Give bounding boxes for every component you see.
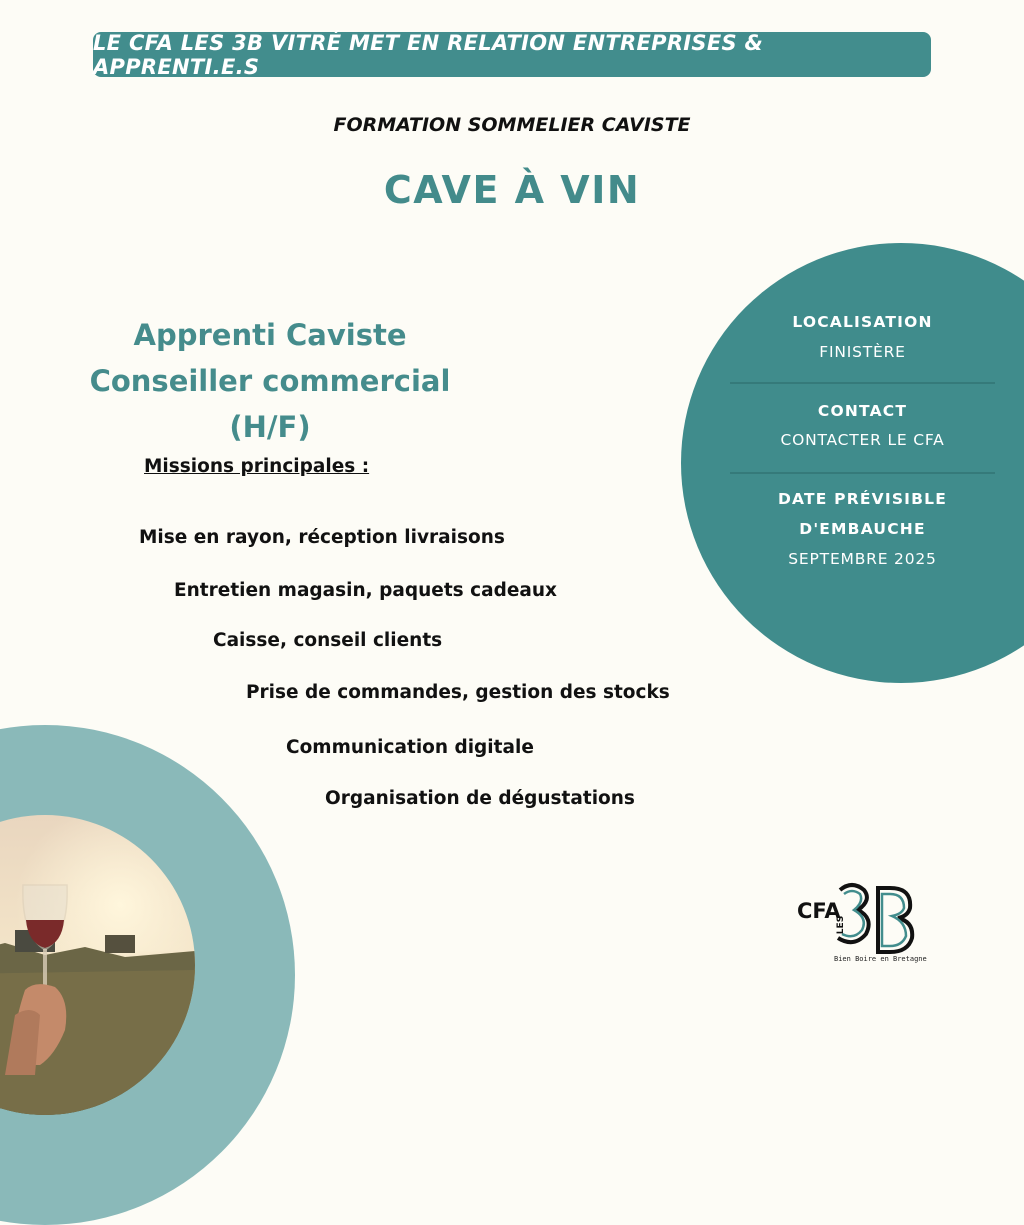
job-title-line-3: (H/F) xyxy=(229,410,311,444)
location-block xyxy=(730,307,995,361)
mission-item: Organisation de dégustations xyxy=(325,788,635,809)
info-divider xyxy=(730,472,995,474)
page-title: CAVE À VIN xyxy=(383,168,641,212)
cfa-3b-logo xyxy=(792,872,932,972)
mission-item: Caisse, conseil clients xyxy=(213,630,443,651)
hire-date-block xyxy=(730,484,995,568)
contact-value: CONTACTER LE CFA xyxy=(780,431,945,449)
hire-date-label: DATE PRÉVISIBLE xyxy=(777,490,948,508)
missions-heading: Missions principales : xyxy=(144,456,370,477)
formation-title: FORMATION SOMMELIER CAVISTE xyxy=(333,114,691,136)
hire-date-label: D'EMBAUCHE xyxy=(799,520,926,538)
job-title-line-1: Apprenti Caviste xyxy=(133,318,407,352)
logo-les-text: LES xyxy=(836,915,847,935)
mission-item: Prise de commandes, gestion des stocks xyxy=(246,682,670,703)
location-label: LOCALISATION xyxy=(792,313,933,331)
hire-date-value: SEPTEMBRE 2025 xyxy=(788,550,937,568)
logo-cfa-text: CFA xyxy=(797,899,841,923)
banner-text: LE CFA LES 3B VITRÉ MET EN RELATION ENTREPRISES & APPRENTI.E.S xyxy=(93,30,764,79)
contact-block xyxy=(730,396,995,449)
contact-label: CONTACT xyxy=(817,402,908,420)
logo-tagline: Bien Boire en Bretagne xyxy=(834,955,927,963)
info-divider xyxy=(730,382,995,384)
header-banner xyxy=(93,32,931,77)
mission-item: Mise en rayon, réception livraisons xyxy=(139,527,505,548)
job-title-line-2: Conseiller commercial xyxy=(89,364,451,398)
job-title xyxy=(30,312,510,450)
location-value: FINISTÈRE xyxy=(819,343,906,361)
mission-item: Entretien magasin, paquets cadeaux xyxy=(174,580,557,601)
mission-item: Communication digitale xyxy=(286,737,534,758)
